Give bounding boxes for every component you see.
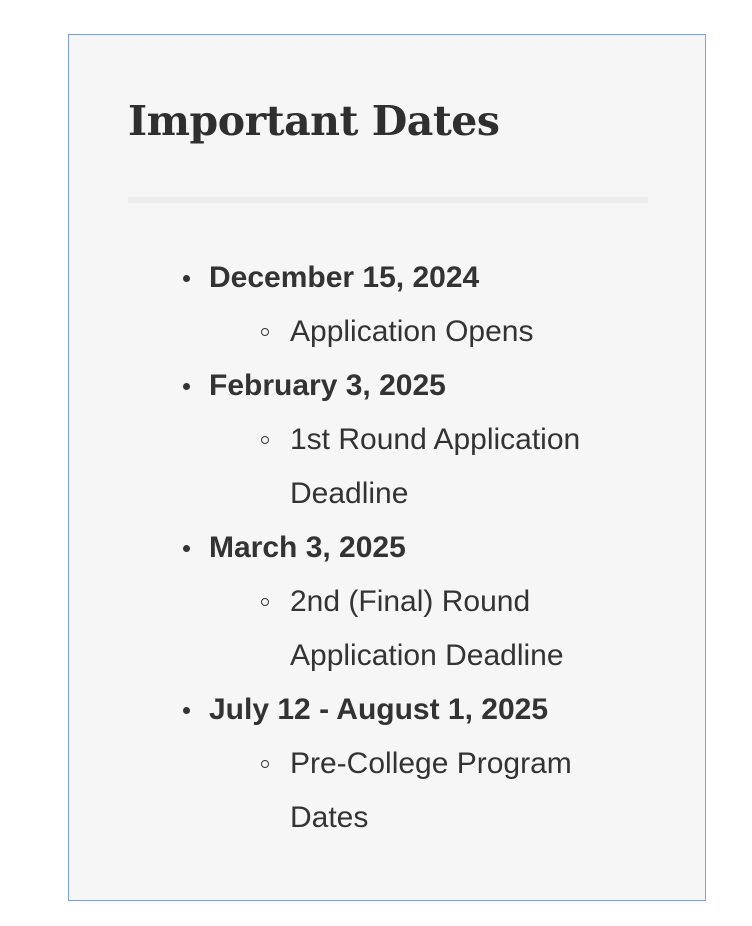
date-list-item [128,521,648,683]
event-sublist [209,737,648,845]
date-label: March 3, 2025 [209,531,406,564]
date-list-item [128,683,648,845]
date-label: December 15, 2024 [209,261,480,294]
panel-body [69,35,705,900]
panel-title: Important Dates [128,97,500,145]
dates-list [128,251,648,845]
date-list-item [128,359,648,521]
event-sublist [209,575,648,683]
date-label: February 3, 2025 [209,369,446,402]
date-label: July 12 - August 1, 2025 [209,693,549,726]
event-description: Pre-College Program Dates [209,737,650,845]
event-description: 2nd (Final) Round Application Deadline [209,575,650,683]
event-sublist [209,413,648,521]
event-sublist [209,305,648,359]
title-divider [128,197,648,203]
event-description: 1st Round Application Deadline [209,413,650,521]
date-list-item [128,251,648,359]
important-dates-panel [68,34,706,901]
event-description: Application Opens [209,305,650,359]
